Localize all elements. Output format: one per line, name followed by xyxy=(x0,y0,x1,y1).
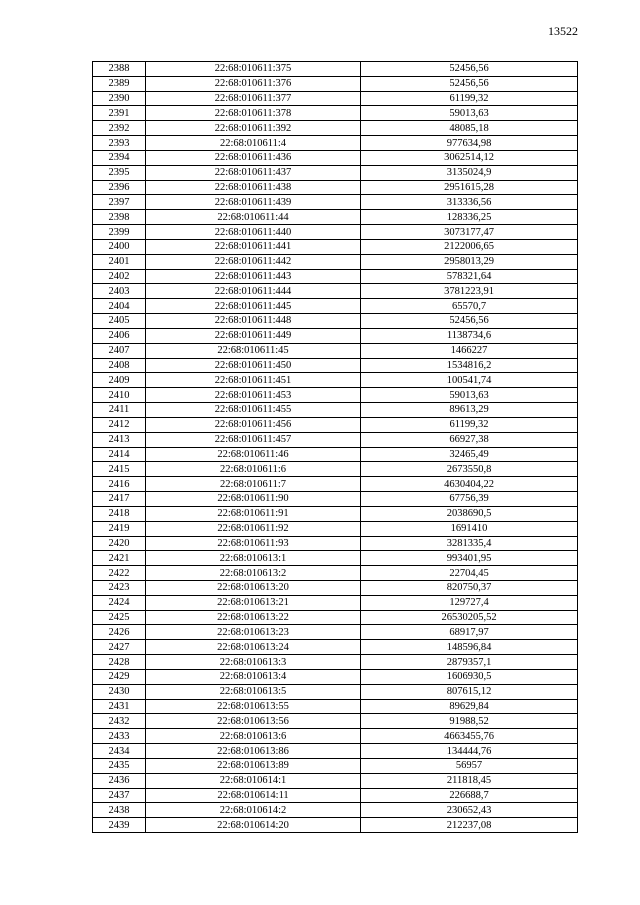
table-row xyxy=(93,521,578,536)
table-row xyxy=(93,91,578,106)
value-cell: 89613,29 xyxy=(361,403,578,418)
table-body xyxy=(93,62,578,833)
value-cell: 100541,74 xyxy=(361,373,578,388)
row-number-cell: 2421 xyxy=(93,551,146,566)
cadastral-number-cell: 22:68:010611:6 xyxy=(146,462,361,477)
row-number-cell: 2439 xyxy=(93,818,146,833)
cadastral-number-cell: 22:68:010611:445 xyxy=(146,299,361,314)
value-cell: 52456,56 xyxy=(361,76,578,91)
cadastral-number-cell: 22:68:010611:443 xyxy=(146,269,361,284)
cadastral-number-cell: 22:68:010613:55 xyxy=(146,699,361,714)
table-row xyxy=(93,284,578,299)
cadastral-number-cell: 22:68:010611:91 xyxy=(146,506,361,521)
value-cell: 2673550,8 xyxy=(361,462,578,477)
value-cell: 230652,43 xyxy=(361,803,578,818)
table-row xyxy=(93,803,578,818)
value-cell: 977634,98 xyxy=(361,136,578,151)
table-row xyxy=(93,150,578,165)
table-row xyxy=(93,729,578,744)
table-row xyxy=(93,254,578,269)
table-row xyxy=(93,744,578,759)
row-number-cell: 2430 xyxy=(93,684,146,699)
cadastral-number-cell: 22:68:010613:86 xyxy=(146,744,361,759)
value-cell: 1691410 xyxy=(361,521,578,536)
cadastral-number-cell: 22:68:010614:1 xyxy=(146,773,361,788)
value-cell: 26530205,52 xyxy=(361,610,578,625)
value-cell: 128336,25 xyxy=(361,210,578,225)
row-number-cell: 2426 xyxy=(93,625,146,640)
row-number-cell: 2420 xyxy=(93,536,146,551)
table-row xyxy=(93,343,578,358)
cadastral-number-cell: 22:68:010611:450 xyxy=(146,358,361,373)
table-row xyxy=(93,165,578,180)
row-number-cell: 2436 xyxy=(93,773,146,788)
cadastral-number-cell: 22:68:010613:1 xyxy=(146,551,361,566)
table-row xyxy=(93,328,578,343)
cadastral-number-cell: 22:68:010611:444 xyxy=(146,284,361,299)
cadastral-number-cell: 22:68:010611:455 xyxy=(146,403,361,418)
row-number-cell: 2409 xyxy=(93,373,146,388)
value-cell: 2951615,28 xyxy=(361,180,578,195)
table-row xyxy=(93,655,578,670)
value-cell: 993401,95 xyxy=(361,551,578,566)
row-number-cell: 2390 xyxy=(93,91,146,106)
table-row xyxy=(93,595,578,610)
row-number-cell: 2411 xyxy=(93,403,146,418)
row-number-cell: 2400 xyxy=(93,239,146,254)
cadastral-number-cell: 22:68:010614:2 xyxy=(146,803,361,818)
table-row xyxy=(93,758,578,773)
table-row xyxy=(93,773,578,788)
row-number-cell: 2392 xyxy=(93,121,146,136)
row-number-cell: 2424 xyxy=(93,595,146,610)
value-cell: 820750,37 xyxy=(361,580,578,595)
cadastral-number-cell: 22:68:010613:22 xyxy=(146,610,361,625)
row-number-cell: 2435 xyxy=(93,758,146,773)
cadastral-number-cell: 22:68:010613:6 xyxy=(146,729,361,744)
table-row xyxy=(93,299,578,314)
row-number-cell: 2416 xyxy=(93,477,146,492)
table-row xyxy=(93,492,578,507)
value-cell: 1534816,2 xyxy=(361,358,578,373)
value-cell: 61199,32 xyxy=(361,417,578,432)
value-cell: 1466227 xyxy=(361,343,578,358)
value-cell: 226688,7 xyxy=(361,788,578,803)
value-cell: 59013,63 xyxy=(361,106,578,121)
value-cell: 2122006,65 xyxy=(361,239,578,254)
cadastral-number-cell: 22:68:010611:438 xyxy=(146,180,361,195)
row-number-cell: 2434 xyxy=(93,744,146,759)
cadastral-number-cell: 22:68:010613:89 xyxy=(146,758,361,773)
row-number-cell: 2417 xyxy=(93,492,146,507)
table-row xyxy=(93,625,578,640)
table-row xyxy=(93,121,578,136)
table-row xyxy=(93,388,578,403)
cadastral-number-cell: 22:68:010611:457 xyxy=(146,432,361,447)
cadastral-number-cell: 22:68:010611:45 xyxy=(146,343,361,358)
table-row xyxy=(93,818,578,833)
table-row xyxy=(93,506,578,521)
cadastral-number-cell: 22:68:010611:92 xyxy=(146,521,361,536)
table-row xyxy=(93,788,578,803)
value-cell: 65570,7 xyxy=(361,299,578,314)
value-cell: 52456,56 xyxy=(361,62,578,77)
cadastral-number-cell: 22:68:010611:44 xyxy=(146,210,361,225)
cadastral-number-cell: 22:68:010614:20 xyxy=(146,818,361,833)
row-number-cell: 2403 xyxy=(93,284,146,299)
row-number-cell: 2437 xyxy=(93,788,146,803)
value-cell: 2879357,1 xyxy=(361,655,578,670)
table-row xyxy=(93,669,578,684)
value-cell: 67756,39 xyxy=(361,492,578,507)
value-cell: 59013,63 xyxy=(361,388,578,403)
row-number-cell: 2419 xyxy=(93,521,146,536)
cadastral-number-cell: 22:68:010611:7 xyxy=(146,477,361,492)
cadastral-number-cell: 22:68:010611:437 xyxy=(146,165,361,180)
value-cell: 32465,49 xyxy=(361,447,578,462)
value-cell: 211818,45 xyxy=(361,773,578,788)
row-number-cell: 2410 xyxy=(93,388,146,403)
row-number-cell: 2415 xyxy=(93,462,146,477)
value-cell: 22704,45 xyxy=(361,566,578,581)
cadastral-number-cell: 22:68:010611:436 xyxy=(146,150,361,165)
cadastral-number-cell: 22:68:010611:90 xyxy=(146,492,361,507)
value-cell: 807615,12 xyxy=(361,684,578,699)
value-cell: 1606930,5 xyxy=(361,669,578,684)
row-number-cell: 2412 xyxy=(93,417,146,432)
row-number-cell: 2405 xyxy=(93,314,146,329)
row-number-cell: 2397 xyxy=(93,195,146,210)
cadastral-number-cell: 22:68:010611:376 xyxy=(146,76,361,91)
cadastral-number-cell: 22:68:010611:4 xyxy=(146,136,361,151)
cadastral-number-cell: 22:68:010611:377 xyxy=(146,91,361,106)
cadastral-number-cell: 22:68:010613:5 xyxy=(146,684,361,699)
row-number-cell: 2395 xyxy=(93,165,146,180)
value-cell: 2038690,5 xyxy=(361,506,578,521)
value-cell: 129727,4 xyxy=(361,595,578,610)
value-cell: 66927,38 xyxy=(361,432,578,447)
cadastral-number-cell: 22:68:010614:11 xyxy=(146,788,361,803)
table-row xyxy=(93,462,578,477)
cadastral-number-cell: 22:68:010613:56 xyxy=(146,714,361,729)
cadastral-number-cell: 22:68:010611:375 xyxy=(146,62,361,77)
cadastral-number-cell: 22:68:010611:439 xyxy=(146,195,361,210)
cadastral-number-cell: 22:68:010611:442 xyxy=(146,254,361,269)
value-cell: 148596,84 xyxy=(361,640,578,655)
row-number-cell: 2438 xyxy=(93,803,146,818)
table-row xyxy=(93,432,578,447)
table-row xyxy=(93,580,578,595)
table-row xyxy=(93,684,578,699)
row-number-cell: 2393 xyxy=(93,136,146,151)
cadastral-number-cell: 22:68:010613:21 xyxy=(146,595,361,610)
value-cell: 4663455,76 xyxy=(361,729,578,744)
table-row xyxy=(93,566,578,581)
value-cell: 68917,97 xyxy=(361,625,578,640)
value-cell: 578321,64 xyxy=(361,269,578,284)
table-row xyxy=(93,536,578,551)
table-row xyxy=(93,403,578,418)
cadastral-number-cell: 22:68:010611:46 xyxy=(146,447,361,462)
row-number-cell: 2404 xyxy=(93,299,146,314)
row-number-cell: 2429 xyxy=(93,669,146,684)
row-number-cell: 2425 xyxy=(93,610,146,625)
table-row xyxy=(93,314,578,329)
cadastral-number-cell: 22:68:010611:453 xyxy=(146,388,361,403)
cadastral-number-cell: 22:68:010613:4 xyxy=(146,669,361,684)
cadastral-value-table xyxy=(92,61,578,833)
value-cell: 4630404,22 xyxy=(361,477,578,492)
row-number-cell: 2401 xyxy=(93,254,146,269)
row-number-cell: 2422 xyxy=(93,566,146,581)
table-row xyxy=(93,640,578,655)
row-number-cell: 2389 xyxy=(93,76,146,91)
table-row xyxy=(93,195,578,210)
page-number: 13522 xyxy=(548,24,578,38)
row-number-cell: 2391 xyxy=(93,106,146,121)
row-number-cell: 2431 xyxy=(93,699,146,714)
table-row xyxy=(93,477,578,492)
value-cell: 2958013,29 xyxy=(361,254,578,269)
cadastral-number-cell: 22:68:010611:440 xyxy=(146,225,361,240)
value-cell: 52456,56 xyxy=(361,314,578,329)
row-number-cell: 2402 xyxy=(93,269,146,284)
cadastral-number-cell: 22:68:010613:23 xyxy=(146,625,361,640)
value-cell: 56957 xyxy=(361,758,578,773)
cadastral-number-cell: 22:68:010611:449 xyxy=(146,328,361,343)
table-row xyxy=(93,610,578,625)
cadastral-number-cell: 22:68:010611:378 xyxy=(146,106,361,121)
cadastral-number-cell: 22:68:010611:93 xyxy=(146,536,361,551)
cadastral-number-cell: 22:68:010613:2 xyxy=(146,566,361,581)
cadastral-number-cell: 22:68:010613:24 xyxy=(146,640,361,655)
value-cell: 3781223,91 xyxy=(361,284,578,299)
row-number-cell: 2398 xyxy=(93,210,146,225)
row-number-cell: 2407 xyxy=(93,343,146,358)
table-row xyxy=(93,714,578,729)
table-row xyxy=(93,551,578,566)
cadastral-number-cell: 22:68:010611:456 xyxy=(146,417,361,432)
row-number-cell: 2432 xyxy=(93,714,146,729)
table-row xyxy=(93,180,578,195)
table-row xyxy=(93,373,578,388)
row-number-cell: 2428 xyxy=(93,655,146,670)
row-number-cell: 2413 xyxy=(93,432,146,447)
table-row xyxy=(93,225,578,240)
value-cell: 3135024,9 xyxy=(361,165,578,180)
table-row xyxy=(93,699,578,714)
value-cell: 3073177,47 xyxy=(361,225,578,240)
row-number-cell: 2394 xyxy=(93,150,146,165)
row-number-cell: 2396 xyxy=(93,180,146,195)
table-row xyxy=(93,210,578,225)
value-cell: 313336,56 xyxy=(361,195,578,210)
cadastral-number-cell: 22:68:010611:392 xyxy=(146,121,361,136)
cadastral-number-cell: 22:68:010613:20 xyxy=(146,580,361,595)
cadastral-number-cell: 22:68:010611:441 xyxy=(146,239,361,254)
table-row xyxy=(93,269,578,284)
row-number-cell: 2406 xyxy=(93,328,146,343)
table-row xyxy=(93,417,578,432)
row-number-cell: 2414 xyxy=(93,447,146,462)
value-cell: 3062514,12 xyxy=(361,150,578,165)
row-number-cell: 2408 xyxy=(93,358,146,373)
value-cell: 91988,52 xyxy=(361,714,578,729)
table-row xyxy=(93,239,578,254)
table-row xyxy=(93,447,578,462)
value-cell: 48085,18 xyxy=(361,121,578,136)
value-cell: 89629,84 xyxy=(361,699,578,714)
value-cell: 61199,32 xyxy=(361,91,578,106)
table-row xyxy=(93,358,578,373)
value-cell: 3281335,4 xyxy=(361,536,578,551)
row-number-cell: 2388 xyxy=(93,62,146,77)
row-number-cell: 2399 xyxy=(93,225,146,240)
cadastral-number-cell: 22:68:010611:448 xyxy=(146,314,361,329)
row-number-cell: 2418 xyxy=(93,506,146,521)
table-row xyxy=(93,62,578,77)
table-row xyxy=(93,136,578,151)
value-cell: 212237,08 xyxy=(361,818,578,833)
value-cell: 1138734,6 xyxy=(361,328,578,343)
row-number-cell: 2423 xyxy=(93,580,146,595)
row-number-cell: 2433 xyxy=(93,729,146,744)
table-row xyxy=(93,76,578,91)
row-number-cell: 2427 xyxy=(93,640,146,655)
cadastral-number-cell: 22:68:010613:3 xyxy=(146,655,361,670)
cadastral-number-cell: 22:68:010611:451 xyxy=(146,373,361,388)
value-cell: 134444,76 xyxy=(361,744,578,759)
table-row xyxy=(93,106,578,121)
